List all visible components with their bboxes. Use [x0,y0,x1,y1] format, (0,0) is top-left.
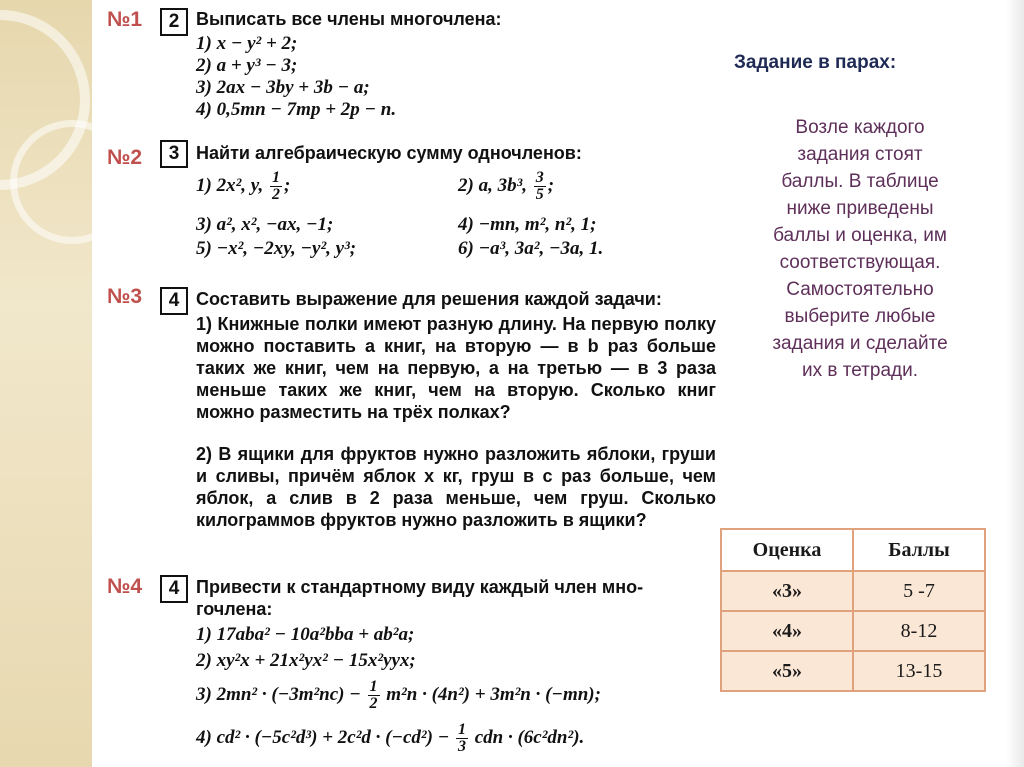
instruction-line: задания стоят [797,144,923,165]
points-box: 4 [160,575,188,603]
task-line: 3) 2ax − 3by + 3b − a; [196,77,370,98]
task-number: №3 [107,285,143,308]
table-row [721,651,985,691]
slide-edge-shadow [1006,0,1024,767]
task-line: 2) a + y³ − 3; [196,55,298,76]
task-line: 3) a², x², −ax, −1; [196,214,334,235]
instruction-line: баллы и оценка, им [773,225,947,246]
grade-cell: «5» [721,651,853,691]
side-title: Задание в парах: [734,52,897,73]
grade-cell: «4» [721,611,853,651]
instruction-line: выберите любые [784,306,936,327]
task-number: №1 [107,8,143,31]
instruction-line: задания и сделайте [772,333,948,354]
task-paragraph: 1) Книжные полки имеют разную длину. На первую полку можно поставить a книг, на вторую — в b раз больше таких же книг, чем на первую, а на третью — в 3 раза меньше таких же книг, чем на вторую. Сколько книг можно разместить на трёх полках? [196,314,716,422]
task-line: 1) x − y² + 2; [196,33,298,54]
fraction: $\frac{1}{2}$ [369,678,378,712]
task-line: 1) 17aba² − 10a²bba + ab²a; [196,624,415,645]
points-box: 4 [160,287,188,315]
task-line: 4) cd² · (−5c²d³) + 2c²d · (−cd²) − $\frac{1}{3}$ cdn · (6c²dn²). [196,721,585,755]
grade-cell: «3» [721,571,853,611]
fraction: $\frac{3}{5}$ [535,169,544,203]
points-cell: 13-15 [853,651,985,691]
instruction-line: их в тетради. [801,360,918,381]
task-line: 6) −a³, 3a², −3a, 1. [458,238,604,259]
task-line: 1) 2x², y, $\frac{1}{2}$ ; [196,169,291,203]
instruction-line: Самостоятельно [786,279,934,300]
points-cell: 8-12 [853,611,985,651]
task-line: 2) xy²x + 21x²yx² − 15x²yyx; [196,650,416,671]
fraction: $\frac{1}{2}$ [272,169,281,203]
task-heading: Выписать все члены многочлена: [196,9,502,29]
instruction-line: Возле каждого [795,117,925,138]
table-row [721,611,985,651]
task-number: №2 [107,146,143,169]
points-cell: 5 -7 [853,571,985,611]
grades-table [720,528,986,692]
task-line: 5) −x², −2xy, −y², y³; [196,238,357,259]
task-line: 2) a, 3b³, $\frac{3}{5}$ ; [458,169,555,203]
instruction-line: баллы. В таблице [781,171,939,192]
task-heading-cont: гочлена: [196,599,273,619]
task-heading: Привести к стандартному виду каждый член мно- [196,577,644,597]
task-heading: Найти алгебраическую сумму одночленов: [196,143,582,163]
instruction-line: соответствующая. [779,252,941,273]
table-header-row [721,529,985,571]
task-number: №4 [107,575,143,598]
header-grade: Оценка [721,529,853,571]
task-paragraph: 2) В ящики для фруктов нужно разложить яблоки, груши и сливы, причём яблок x кг, груш в c раз больше, чем яблок, а слив в 2 раза меньше, чем груш. Сколько килограммов фруктов нужно разложить в ящики? [196,444,716,530]
points-box: 2 [160,8,188,36]
header-points: Баллы [853,529,985,571]
task-line: 4) 0,5mn − 7mp + 2p − n. [196,99,397,120]
instruction-line: ниже приведены [786,198,934,219]
fraction: $\frac{1}{3}$ [457,721,466,755]
task-line: 4) −mn, m², n², 1; [458,214,597,235]
side-instructions [735,114,985,384]
points-box: 3 [160,140,188,168]
table-row [721,571,985,611]
task-line: 3) 2mn² · (−3m²nc) − $\frac{1}{2}$ m²n · (4n²) + 3m²n · (−mn); [196,678,601,712]
task-heading: Составить выражение для решения каждой задачи: [196,289,662,309]
